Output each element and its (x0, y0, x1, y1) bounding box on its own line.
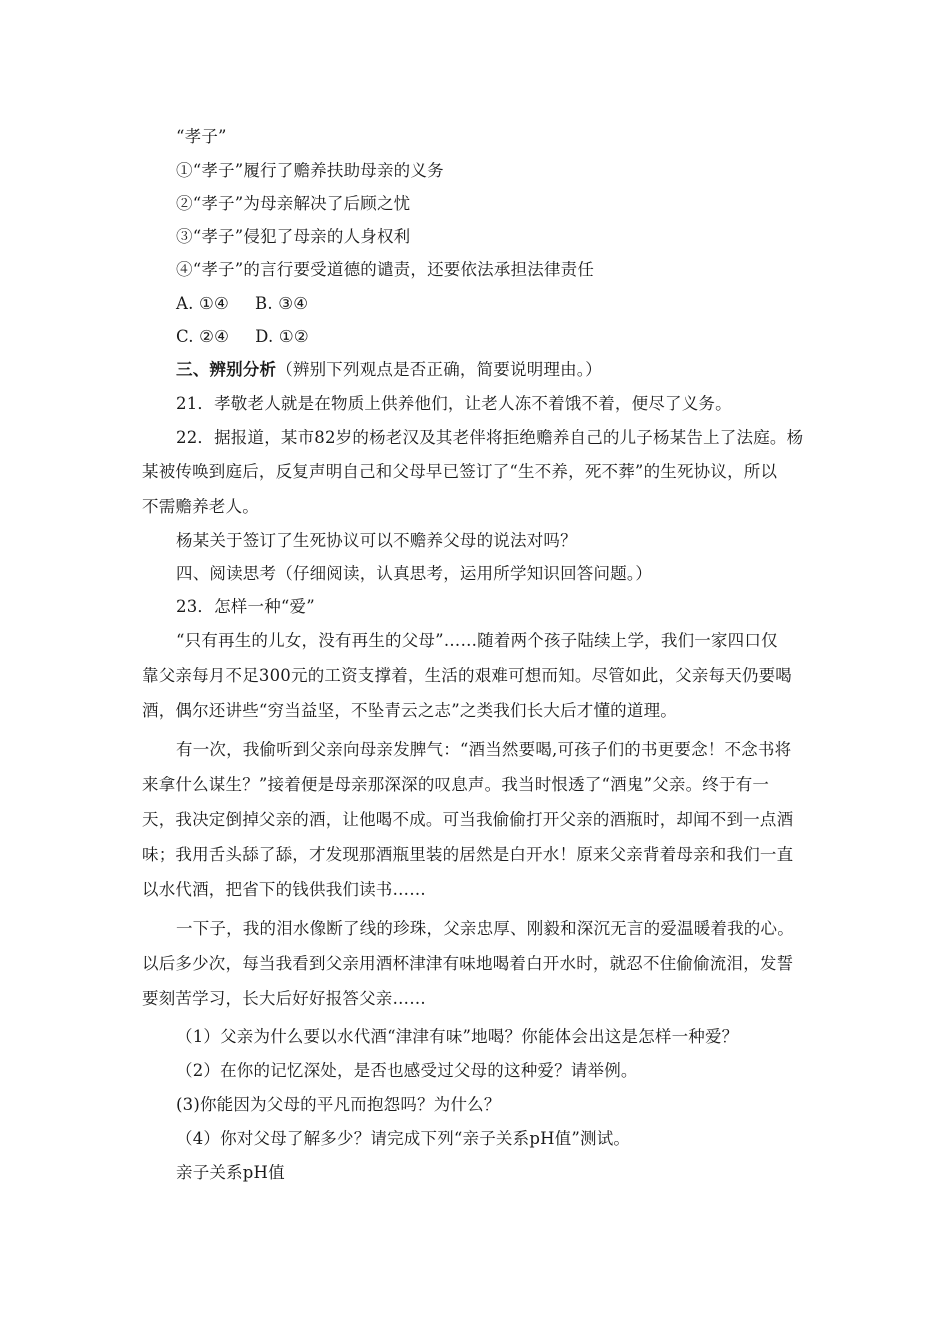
passage-line: 以水代酒，把省下的钱供我们读书…… (142, 880, 426, 899)
answer-choices-row-1 (176, 293, 308, 315)
passage-line: 要刻苦学习，长大后好好报答父亲…… (142, 989, 426, 1008)
option-statement-3: ③“孝子”侵犯了母亲的人身权利 (176, 227, 411, 246)
choice-b: B. ③④ (255, 294, 309, 313)
passage-line: 靠父亲每月不足300元的工资支撑着，生活的艰难可想而知。尽管如此，父亲每天仍要喝 (142, 666, 792, 685)
passage-line: 天，我决定倒掉父亲的酒，让他喝不成。可当我偷偷打开父亲的酒瓶时，却闻不到一点酒 (142, 810, 794, 829)
option-statement-2: ②“孝子”为母亲解决了后顾之忧 (176, 194, 411, 213)
text-line: “孝子” (176, 127, 227, 146)
section-heading-3 (176, 359, 602, 381)
sub-question-4: （4）你对父母了解多少？请完成下列“亲子关系pH值”测试。 (176, 1129, 631, 1148)
passage-line: 有一次，我偷听到父亲向母亲发脾气：“酒当然要喝,可孩子们的书更要念！不念书将 (176, 740, 792, 759)
sub-question-3: (3)你能因为父母的平凡而抱怨吗？为什么？ (176, 1095, 501, 1114)
sub-question-2: （2）在你的记忆深处，是否也感受过父母的这种爱？请举例。 (176, 1061, 638, 1080)
passage-line: 以后多少次，每当我看到父亲用酒杯津津有味地喝着白开水时，就忍不住偷偷流泪，发誓 (142, 954, 794, 973)
choice-d: D. ①② (255, 327, 309, 346)
choice-c: C. ②④ (176, 327, 230, 346)
choice-a: A. ①④ (176, 294, 229, 313)
passage-line: 味；我用舌头舔了舔，才发现那酒瓶里装的居然是白开水！原来父亲背着母亲和我们一直 (142, 845, 794, 864)
option-statement-1: ①“孝子”履行了赡养扶助母亲的义务 (176, 161, 444, 180)
passage-line: 一下子，我的泪水像断了线的珍珠，父亲忠厚、刚毅和深沉无言的爱温暖着我的心。 (176, 919, 794, 938)
section-title: 三、辨别分析 (176, 360, 277, 379)
passage-line: 来拿什么谋生？”接着便是母亲那深深的叹息声。我当时恨透了“酒鬼”父亲。终于有一 (142, 775, 770, 794)
question-22-prompt: 杨某关于签订了生死协议可以不赡养父母的说法对吗？ (176, 531, 577, 550)
question-22-line-3: 不需赡养老人。 (142, 497, 259, 516)
question-22-line-1: 22．据报道，某市82岁的杨老汉及其老伴将拒绝赡养自己的儿子杨某告上了法庭。杨 (176, 428, 804, 447)
option-statement-4: ④“孝子”的言行要受道德的谴责，还要依法承担法律责任 (176, 260, 595, 279)
question-21: 21．孝敬老人就是在物质上供养他们，让老人冻不着饿不着，便尽了义务。 (176, 394, 732, 413)
question-22-line-2: 某被传唤到庭后，反复声明自己和父母早已签订了“生不养，死不葬”的生死协议，所以 (142, 462, 778, 481)
question-23-title: 23．怎样一种“爱” (176, 597, 315, 616)
table-caption: 亲子关系pH值 (176, 1163, 285, 1182)
section-heading-4: 四、阅读思考（仔细阅读，认真思考，运用所学知识回答问题。） (176, 564, 653, 583)
answer-choices-row-2 (176, 326, 309, 348)
section-instructions: （辨别下列观点是否正确，简要说明理由。） (276, 360, 602, 379)
passage-line: 酒，偶尔还讲些“穷当益坚，不坠青云之志”之类我们长大后才懂的道理。 (142, 701, 677, 720)
passage-line: “只有再生的儿女，没有再生的父母”……随着两个孩子陆续上学，我们一家四口仅 (176, 631, 778, 650)
sub-question-1: （1）父亲为什么要以水代酒“津津有味”地喝？你能体会出这是怎样一种爱？ (176, 1027, 739, 1046)
